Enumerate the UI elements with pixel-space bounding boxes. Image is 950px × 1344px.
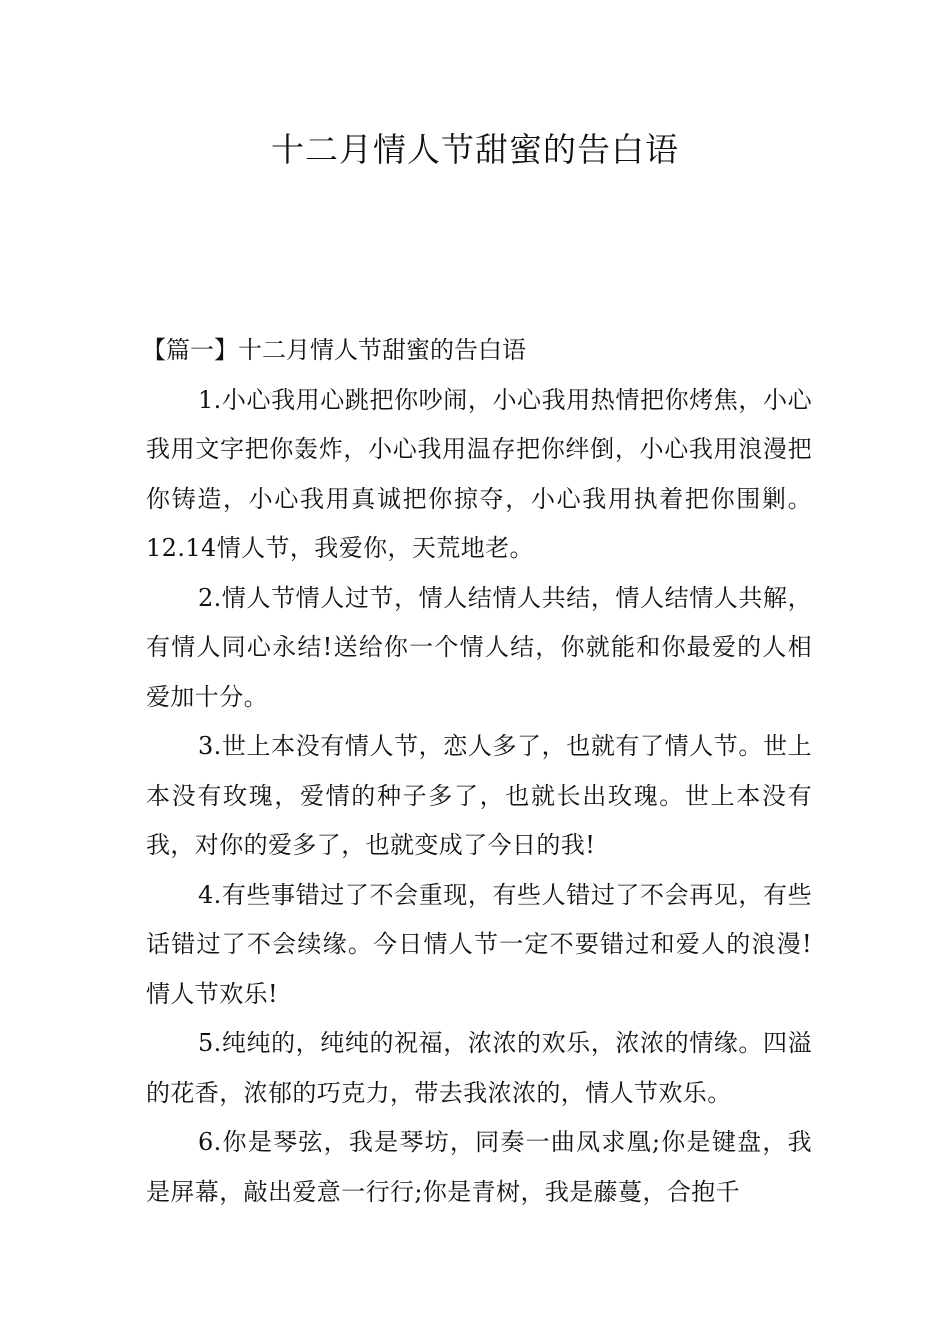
paragraph-3: 3.世上本没有情人节，恋人多了，也就有了情人节。世上本没有玫瑰，爱情的种子多了，也就长出玫瑰。世上本没有我，对你的爱多了，也就变成了今日的我! [146, 732, 812, 859]
paragraph-6: 6.你是琴弦，我是琴坊，同奏一曲凤求凰;你是键盘，我是屏幕，敲出爱意一行行;你是青树，我是藤蔓，合抱千 [146, 1128, 812, 1206]
paragraph-2: 2.情人节情人过节，情人结情人共结，情人结情人共解，有情人同心永结!送给你一个情人结，你就能和你最爱的人相爱加十分。 [146, 583, 812, 711]
paragraph-5: 5.纯纯的，纯纯的祝福，浓浓的欢乐，浓浓的情缘。四溢的花香，浓郁的巧克力，带去我浓浓的，情人节欢乐。 [146, 1029, 812, 1107]
document-body [142, 326, 812, 1217]
paragraph-1: 1.小心我用心跳把你吵闹，小心我用热情把你烤焦，小心我用文字把你轰炸，小心我用温存把你绊倒，小心我用浪漫把你铸造，小心我用真诚把你掠夺，小心我用执着把你围剿。12.14情人节，我爱你，天荒地老。 [146, 385, 812, 562]
section-heading: 【篇一】十二月情人节甜蜜的告白语 [142, 336, 526, 364]
document-title: 十二月情人节甜蜜的告白语 [271, 130, 679, 169]
paragraph-4: 4.有些事错过了不会重现，有些人错过了不会再见，有些话错过了不会续缘。今日情人节一定不要错过和爱人的浪漫!情人节欢乐! [146, 880, 812, 1008]
